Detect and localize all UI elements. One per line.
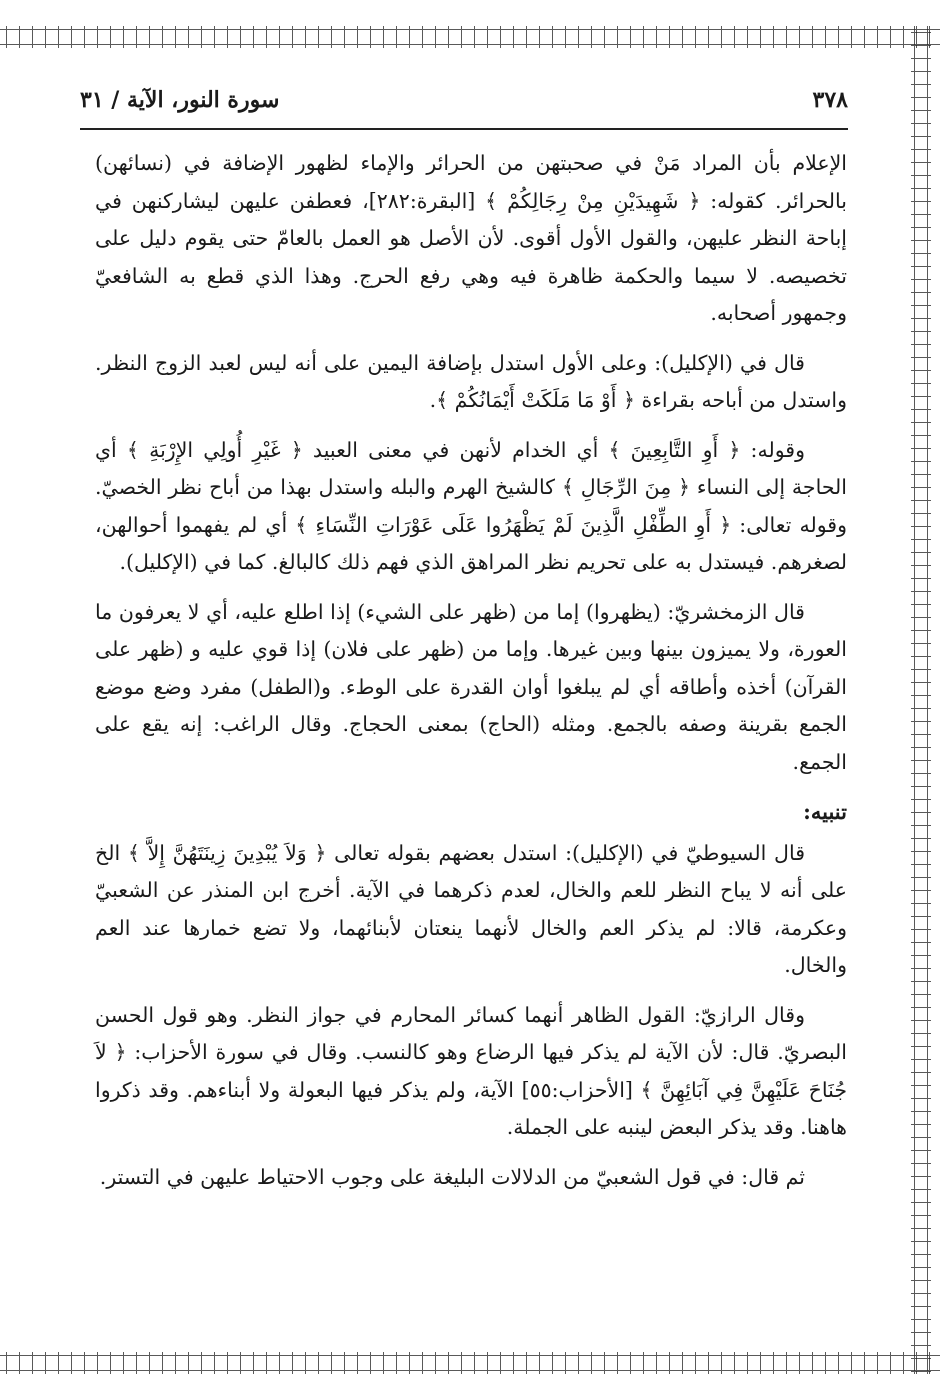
paragraph: الإعلام بأن المراد مَنْ في صحبتهن من الحرائر والإماء لظهور الإضافة في (نسائهن) بالحرائر. كقوله: ﴿ شَهِيدَيْنِ مِنْ رِجَالِكُمْ ﴾ [البقرة:٢٨٢]، فعطفن عليهن ليشاركنهن في إباحة النظر عليهن، والقول الأول أقوى. لأن الأصل هو العمل بالعامّ حتى يقوم دليل على تخصيصه. لا سيما والحكمة ظاهرة فيه وهي رفع الحرج. وهذا الذي قطع به الشافعيّ وجمهور أصحابه. [95, 151, 848, 325]
paragraph: ثم قال: في قول الشعبيّ من الدلالات البليغة على وجوب الاحتياط عليهن في التستر. [99, 1164, 805, 1189]
ornamental-border-bottom [0, 1352, 940, 1374]
paragraph: قال الزمخشريّ: (يظهروا) إما من (ظهر على الشيء) إذا اطلع عليه، أي لا يعرفون ما العورة، ولا يميزون بينها وبين غيرها. وإما من (ظهر على فلان) إذا قوي عليه و (ظهر على القرآن) أخذه وأطاقه أي لم يبلغوا أوان القدرة على الوطء. و(الطفل) مفرد وضع موضع الجمع بقرينة وصفه بالجمع. ومثله (الحاج) بمعنى الحجاج. وقال الراغب: إنه يقع على الجمع. [95, 599, 847, 774]
paragraph: قال في (الإكليل): وعلى الأول استدل بإضافة اليمين على أنه ليس لعبد الزوج النظر. واستدل من أباحه بقراءة ﴿ أَوْ مَا مَلَكَتْ أَيْمَانُكُمْ ﴾. [95, 350, 847, 412]
paragraph: قال السيوطيّ في (الإكليل): استدل بعضهم بقوله تعالى ﴿ وَلاَ يُبْدِينَ زِينَتَهُنَّ إِلاَّ ﴾ الخ على أنه لا يباح النظر للعم والخال، لعدم ذكرهما في الآية. أخرج ابن المنذر عن الشعبيّ وعكرمة، قالا: لم يذكر العم والخال لأنهما ينعتان لأبنائهما، ولا تضع خمارها عند العم والخال. [95, 840, 847, 977]
paragraph: وقال الرازيّ: القول الظاهر أنهما كسائر المحارم في جواز النظر. وهو قول الحسن البصريّ. قال: لأن الآية لم يذكر فيها الرضاع وهو كالنسب. وقال في سورة الأحزاب: ﴿ لاَ جُنَاحَ عَلَيْهِنَّ فِي آبَائِهِنَّ ﴾ [الأحزاب:٥٥] الآية، ولم يذكر فيها البعولة ولا أبناءهم. وقد ذكروا هاهنا. وقد يذكر البعض لينبه على الجملة. [95, 1002, 847, 1139]
running-title: سورة النور، الآية / ٣١ [80, 87, 280, 113]
header-rule [80, 128, 848, 130]
page-body [95, 145, 847, 1208]
page-number: ٣٧٨ [812, 87, 848, 113]
section-heading: تنبيه: [803, 799, 847, 824]
paragraph: وقوله: ﴿ أَوِ التَّابِعِينَ ﴾ أي الخدام لأنهن في معنى العبيد ﴿ غَيْرِ أُولِي الإِرْبَةِ ﴾ أي الحاجة إلى النساء ﴿ مِنَ الرِّجَالِ ﴾ كالشيخ الهرم والبله واستدل بهذا من أباح نظر الخصيّ. وقوله تعالى: ﴿ أَوِ الطِّفْلِ الَّذِينَ لَمْ يَظْهَرُوا عَلَى عَوْرَاتِ النِّسَاءِ ﴾ أي لم يفهموا أحوالهن، لصغرهم. فيستدل به على تحريم نظر المراهق الذي فهم ذلك كالبالغ. كما في (الإكليل). [95, 437, 848, 574]
ornamental-border-top [0, 26, 940, 48]
page-header [80, 80, 848, 120]
ornamental-border-right [911, 26, 931, 1374]
